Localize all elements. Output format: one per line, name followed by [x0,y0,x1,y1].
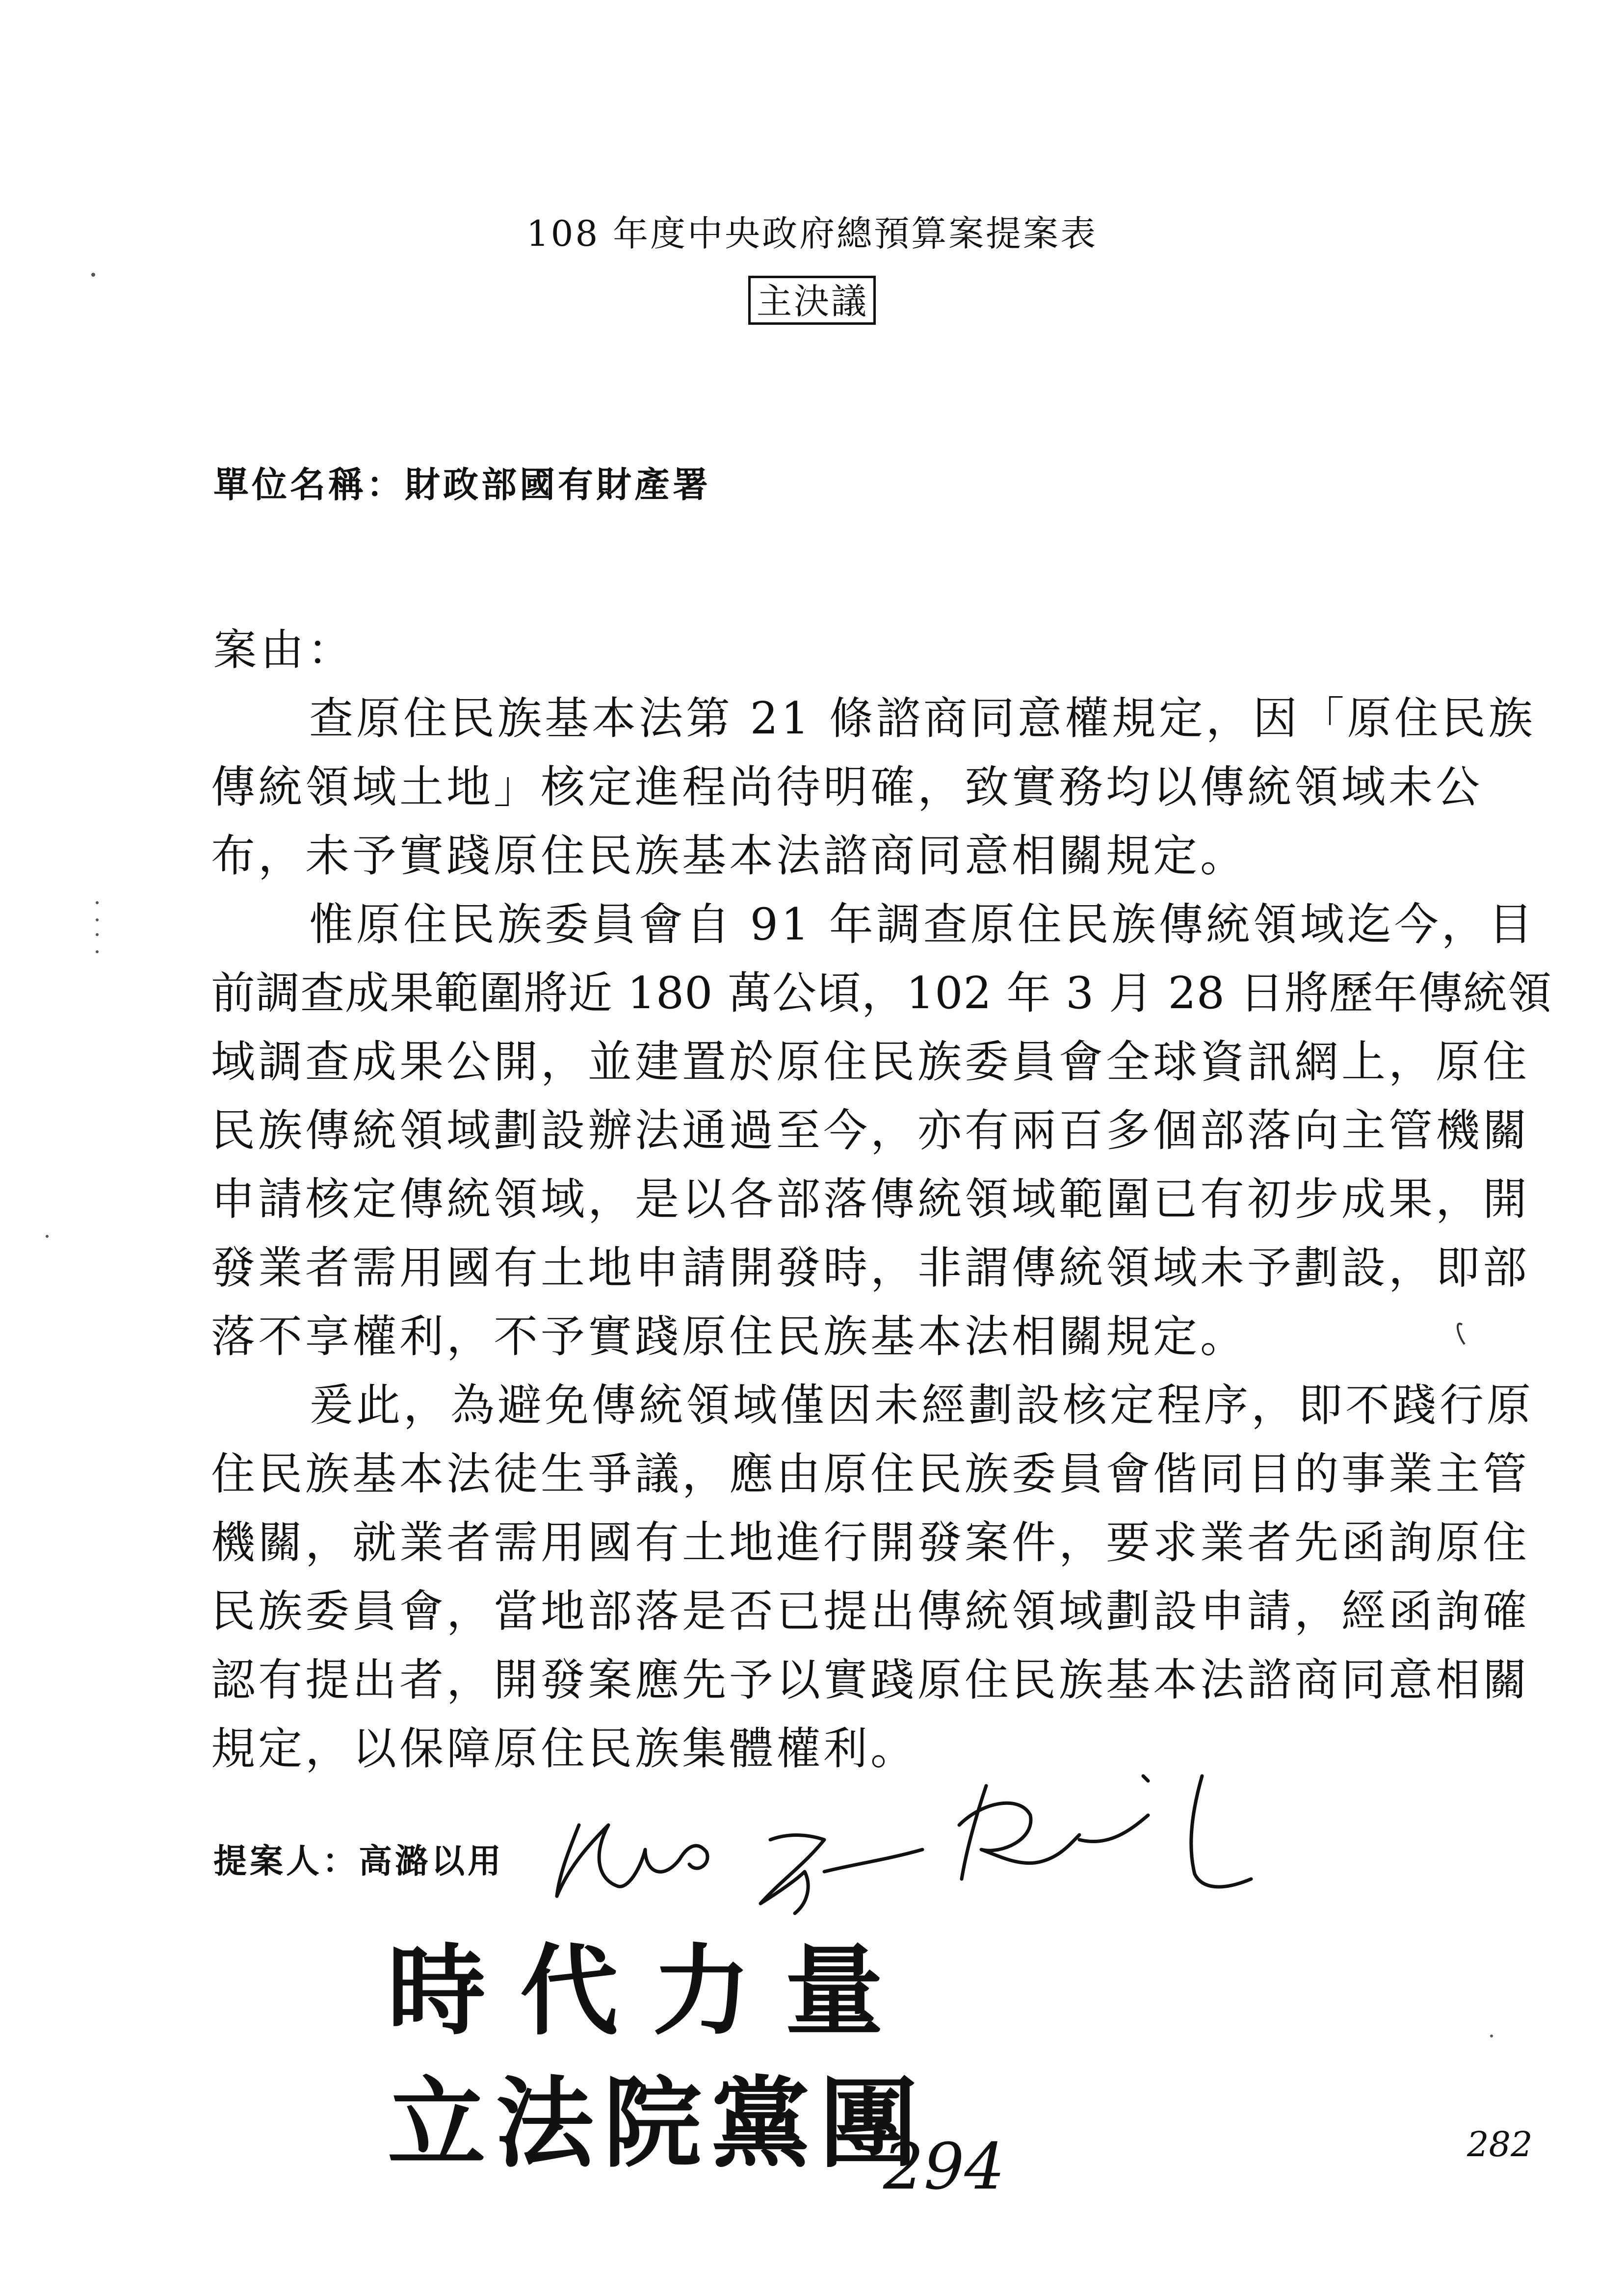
reason-label: 案由： [213,625,355,675]
stamp-line: 立法院黨團 [388,2067,928,2181]
body-line: 落不享權利，不予實踐原住民族基本法相關規定。 [211,1311,1247,1362]
body-line: 域調查成果公開，並建置於原住民族委員會全球資訊網上，原住 [211,1036,1530,1088]
stamp-line: 時代力量 [388,1934,918,2049]
body-line: 機關，就業者需用國有土地進行開發案件，要求業者先函詢原住 [211,1517,1530,1568]
body-line: 民族委員會，當地部落是否已提出傳統領域劃設申請，經函詢確 [211,1586,1530,1637]
body-line: 爰此，為避免傳統領域僅因未經劃設核定程序，即不踐行原 [309,1380,1534,1431]
resolution-type-label: 主決議 [748,276,876,325]
body-line: 規定，以保障原住民族集體權利。 [211,1723,917,1774]
body-line: 發業者需用國有土地申請開發時，非謂傳統領域未予劃設，即部 [211,1242,1530,1294]
body-line: 申請核定傳統領域，是以各部落傳統領域範圍已有初步成果，開 [211,1174,1530,1225]
body-line: 住民族基本法徒生爭議，應由原住民族委員會偕同目的事業主管 [211,1448,1530,1500]
body-line: 傳統領域土地」核定進程尚待明確，致實務均以傳統領域未公 [211,761,1483,813]
body-line: 民族傳統領域劃設辦法通過至今，亦有兩百多個部落向主管機關 [211,1105,1530,1156]
body-line: 認有提出者，開發案應先予以實踐原住民族基本法諮商同意相關 [211,1654,1530,1706]
body-line: 前調查成果範圍將近 180 萬公頃，102 年 3 月 28 日將歷年傳統領 [211,967,1552,1019]
unit-name: 單位名稱：財政部國有財產署 [213,464,711,505]
body-line: 布，未予實踐原住民族基本法諮商同意相關規定。 [211,830,1247,882]
handwritten-page-number: 294 [883,2129,1005,2204]
body-line: 惟原住民族委員會自 91 年調查原住民族傳統領域迄今，目 [309,899,1536,950]
proposer-line: 提案人：高潞以用 [213,1842,504,1881]
corner-page-number: 282 [1467,2124,1533,2165]
body-line: 查原住民族基本法第 21 條諮商同意權規定，因「原住民族 [309,693,1536,744]
document-title: 108 年度中央政府總預算案提案表 [526,213,1098,254]
